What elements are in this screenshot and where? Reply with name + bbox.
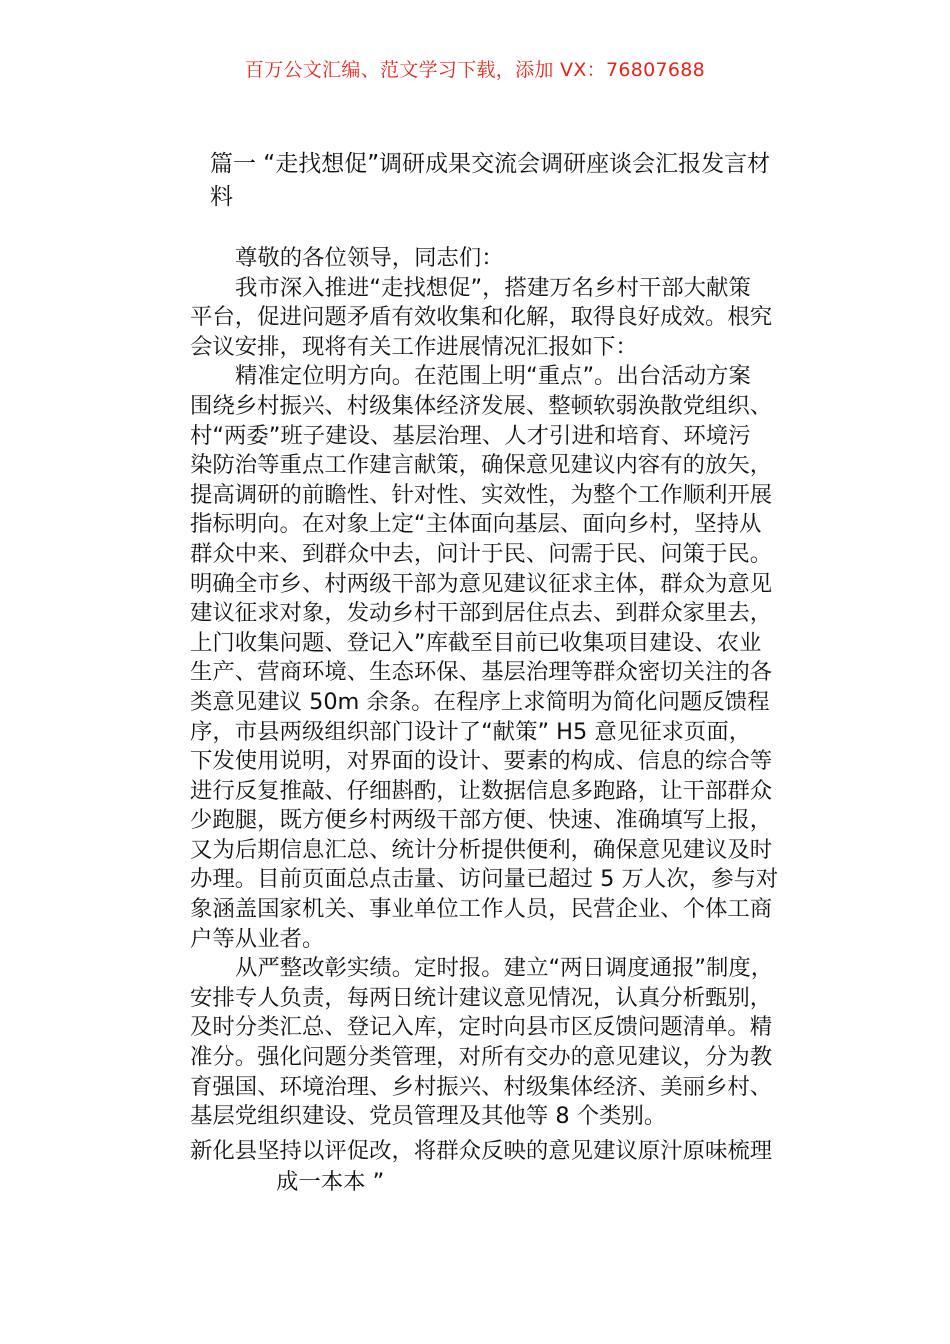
- body-line: 平台，促进问题矛盾有效收集和化解，取得良好成效。根究: [190, 304, 773, 331]
- body-line: 围绕乡村振兴、村级集体经济发展、整顿软弱涣散党组织、: [190, 392, 773, 419]
- body-line: 建议征求对象，发动乡村干部到居住点去、到群众家里去，: [190, 600, 773, 627]
- body-line: 上门收集问题、登记入”库截至目前已收集项目建设、农业: [190, 629, 762, 656]
- header-banner: [0, 56, 950, 84]
- body-line: 提高调研的前瞻性、针对性、实效性，为整个工作顺利开展: [190, 481, 773, 508]
- body-line: 染防治等重点工作建言献策，确保意见建议内容有的放矢，: [190, 452, 773, 479]
- header-banner-text: 百万公文汇编、范文学习下载，添加 VX：76807688: [244, 59, 706, 81]
- body-line: 我市深入推进“走找想促”，搭建万名乡村干部大献策: [235, 274, 751, 301]
- body-line: 序，市县两级组织部门设计了“献策” H5 意见征求页面，: [190, 718, 752, 745]
- body-line: 指标明向。在对象上定“主体面向基层、面向乡村，坚持从: [190, 511, 762, 538]
- body-line: 基层党组织建设、党员管理及其他等 8 个类别。: [190, 1103, 667, 1130]
- body-line: 村“两委”班子建设、基层治理、人才引进和培育、环境污: [190, 422, 751, 449]
- title-line-1: 篇一 “走找想促”调研成果交流会调研座谈会汇报发言材: [210, 151, 771, 177]
- body-line: 及时分类汇总、登记入库，定时向县市区反馈问题清单。精: [190, 1014, 773, 1041]
- body-line: 从严整改彰实绩。定时报。建立“两日调度通报”制度，: [235, 955, 774, 982]
- body-line: 群众中来、到群众中去，问计于民、问需于民、问策于民。: [190, 540, 773, 567]
- body-line: 明确全市乡、村两级干部为意见建议征求主体，群众为意见: [190, 570, 773, 597]
- body-line: 少跑腿，既方便乡村两级干部方便、快速、准确填写上报，: [190, 807, 773, 834]
- body-line: 安排专人负责，每两日统计建议意见情况，认真分析甄别，: [190, 984, 773, 1011]
- body-line: 育强国、环境治理、乡村振兴、村级集体经济、美丽乡村、: [190, 1073, 773, 1100]
- closing-paragraph: [190, 1136, 840, 1198]
- body-line: 下发使用说明，对界面的设计、要素的构成、信息的综合等: [190, 748, 773, 775]
- body-line: 象涵盖国家机关、事业单位工作人员，民营企业、个体工商: [190, 896, 773, 923]
- body-line: 进行反复推敲、仔细斟酌，让数据信息多跑路，让干部群众: [190, 777, 773, 804]
- body-line: 又为后期信息汇总、统计分析提供便利，确保意见建议及时: [190, 836, 773, 863]
- tail-line-2: 成一本本 ”: [276, 1169, 385, 1195]
- body-line: 类意见建议 50m 余条。在程序上求简明为简化问题反馈程: [190, 688, 770, 715]
- body-line: 办理。目前页面总点击量、访问量已超过 5 万人次，参与对: [190, 866, 779, 893]
- body-line: 户等从业者。: [190, 925, 325, 952]
- body-line: 精准定位明方向。在范围上明“重点”。出台活动方案: [235, 363, 751, 390]
- greeting: 尊敬的各位领导，同志们：: [235, 245, 504, 271]
- document-body: [190, 244, 830, 1132]
- tail-line-1: 新化县坚持以评促改，将群众反映的意见建议原汁原味梳理: [190, 1138, 773, 1164]
- body-line: 生产、营商环境、生态环保、基层治理等群众密切关注的各: [190, 659, 773, 686]
- body-line: 会议安排，现将有关工作进展情况汇报如下：: [190, 333, 638, 360]
- document-title: [210, 148, 840, 214]
- title-line-2: 料: [210, 184, 233, 210]
- body-line: 准分。强化问题分类管理，对所有交办的意见建议，分为教: [190, 1044, 773, 1071]
